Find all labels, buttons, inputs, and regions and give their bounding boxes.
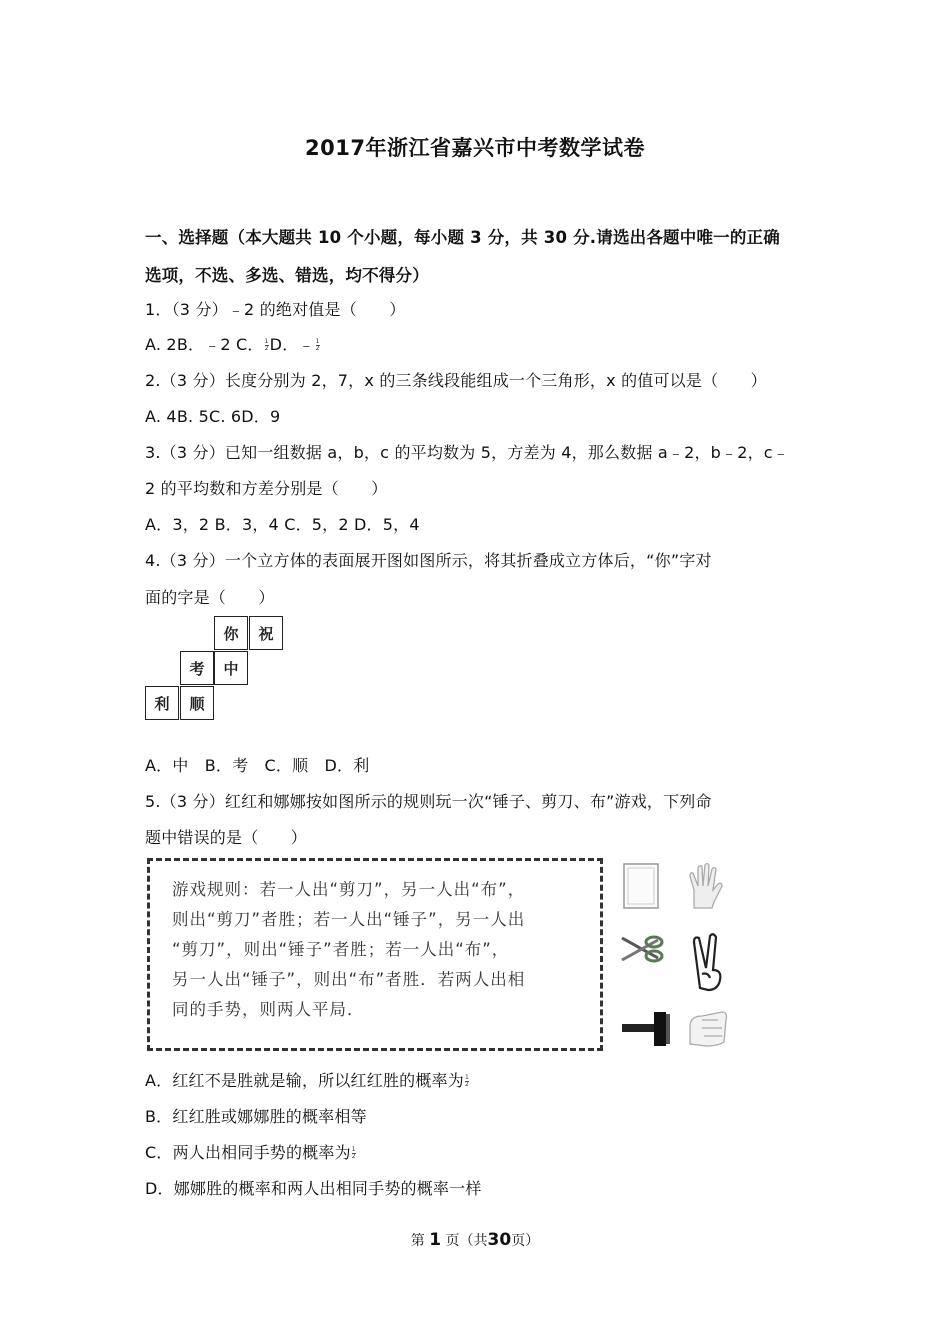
net-cell-shun: 顺: [180, 686, 214, 720]
q3-stem-line1: 3.（3 分）已知一组数据 a，b，c 的平均数为 5，方差为 4，那么数据 a﹣2，b﹣2，c﹣: [145, 443, 789, 462]
q4-options: A．中 B．考 C．顺 D．利: [145, 756, 370, 775]
victory-hand-icon: [694, 934, 720, 990]
net-cell-li: 利: [145, 686, 179, 720]
footer-prefix: 第: [410, 1233, 425, 1249]
q1-option-d: D．﹣: [269, 335, 315, 354]
footer-total-pages: 30: [487, 1230, 512, 1250]
rules-line: 另一人出“锤子”，则出“布”者胜．若两人出相: [172, 970, 526, 989]
rules-line: 则出“剪刀”者胜；若一人出“锤子”，另一人出: [172, 910, 526, 929]
footer-page-number: 1: [429, 1230, 442, 1250]
page-footer: [0, 1230, 950, 1250]
q1-options-abc: A. 2B．﹣2 C．: [145, 335, 264, 354]
fist-icon: [690, 1012, 727, 1046]
q5-stem-line2: 题中错误的是（ ）: [145, 828, 308, 847]
q5-option-c-fraction: $\frac{1}{2}$: [351, 1146, 356, 1160]
q2-options: A. 4B. 5C. 6D．9: [145, 407, 281, 426]
section-heading-line2: 选项，不选、多选、错选，均不得分）: [145, 266, 429, 285]
q4-stem-line1: 4.（3 分）一个立方体的表面展开图如图所示，将其折叠成立方体后，“你”字对: [145, 551, 712, 570]
q5-option-b: B．红红胜或娜娜胜的概率相等: [145, 1107, 367, 1126]
rules-line: 游戏规则：若一人出“剪刀”，另一人出“布”，: [172, 880, 526, 899]
q1-options: [145, 332, 321, 355]
section-heading-line1: 一、选择题（本大题共 10 个小题，每小题 3 分，共 30 分.请选出各题中唯一的正确: [145, 228, 780, 247]
q1-stem: 1．（3 分）﹣2 的绝对值是（ ）: [145, 300, 406, 319]
q3-stem-line2: 2 的平均数和方差分别是（ ）: [145, 479, 388, 498]
q3-options: A．3，2 B．3，4 C．5，2 D．5，4: [145, 515, 420, 534]
q5-option-a-fraction: $\frac{1}{2}$: [464, 1074, 469, 1088]
footer-suffix: 页）: [511, 1233, 540, 1249]
net-cell-zhu: 祝: [249, 616, 283, 650]
paper-icon: [624, 864, 658, 908]
q5-option-a-text: A．红红不是胜就是输，所以红红胜的概率为: [145, 1071, 464, 1090]
q1-fraction-d: $\frac{1}{2}$: [315, 338, 320, 352]
q5-stem-line1: 5.（3 分）红红和娜娜按如图所示的规则玩一次“锤子、剪刀、布”游戏，下列命: [145, 792, 712, 811]
q5-option-c: [145, 1140, 357, 1163]
page-title: 2017年浙江省嘉兴市中考数学试卷: [305, 136, 645, 160]
open-hand-icon: [690, 864, 722, 909]
net-cell-kao: 考: [180, 651, 214, 685]
rock-paper-scissors-figure: [618, 860, 738, 1052]
footer-middle: 页（共: [445, 1233, 488, 1249]
q2-stem: 2.（3 分）长度分别为 2，7，x 的三条线段能组成一个三角形，x 的值可以是（ ）: [145, 371, 767, 390]
net-cell-zhong: 中: [214, 651, 248, 685]
q1-fraction-c: $\frac{1}{2}$: [264, 338, 269, 352]
q4-stem-line2: 面的字是（ ）: [145, 588, 275, 607]
q5-option-c-text: C．两人出相同手势的概率为: [145, 1143, 351, 1162]
scissors-icon: [622, 937, 662, 961]
rules-line: “剪刀”，则出“锤子”者胜；若一人出“布”，: [172, 940, 510, 959]
q5-option-d: D．娜娜胜的概率和两人出相同手势的概率一样: [145, 1179, 482, 1198]
rules-line: 同的手势，则两人平局．: [172, 1000, 365, 1019]
q5-option-a: [145, 1068, 470, 1091]
net-cell-ni: 你: [214, 616, 248, 650]
hammer-icon: [622, 1012, 670, 1046]
game-rules-text: [172, 875, 590, 1025]
